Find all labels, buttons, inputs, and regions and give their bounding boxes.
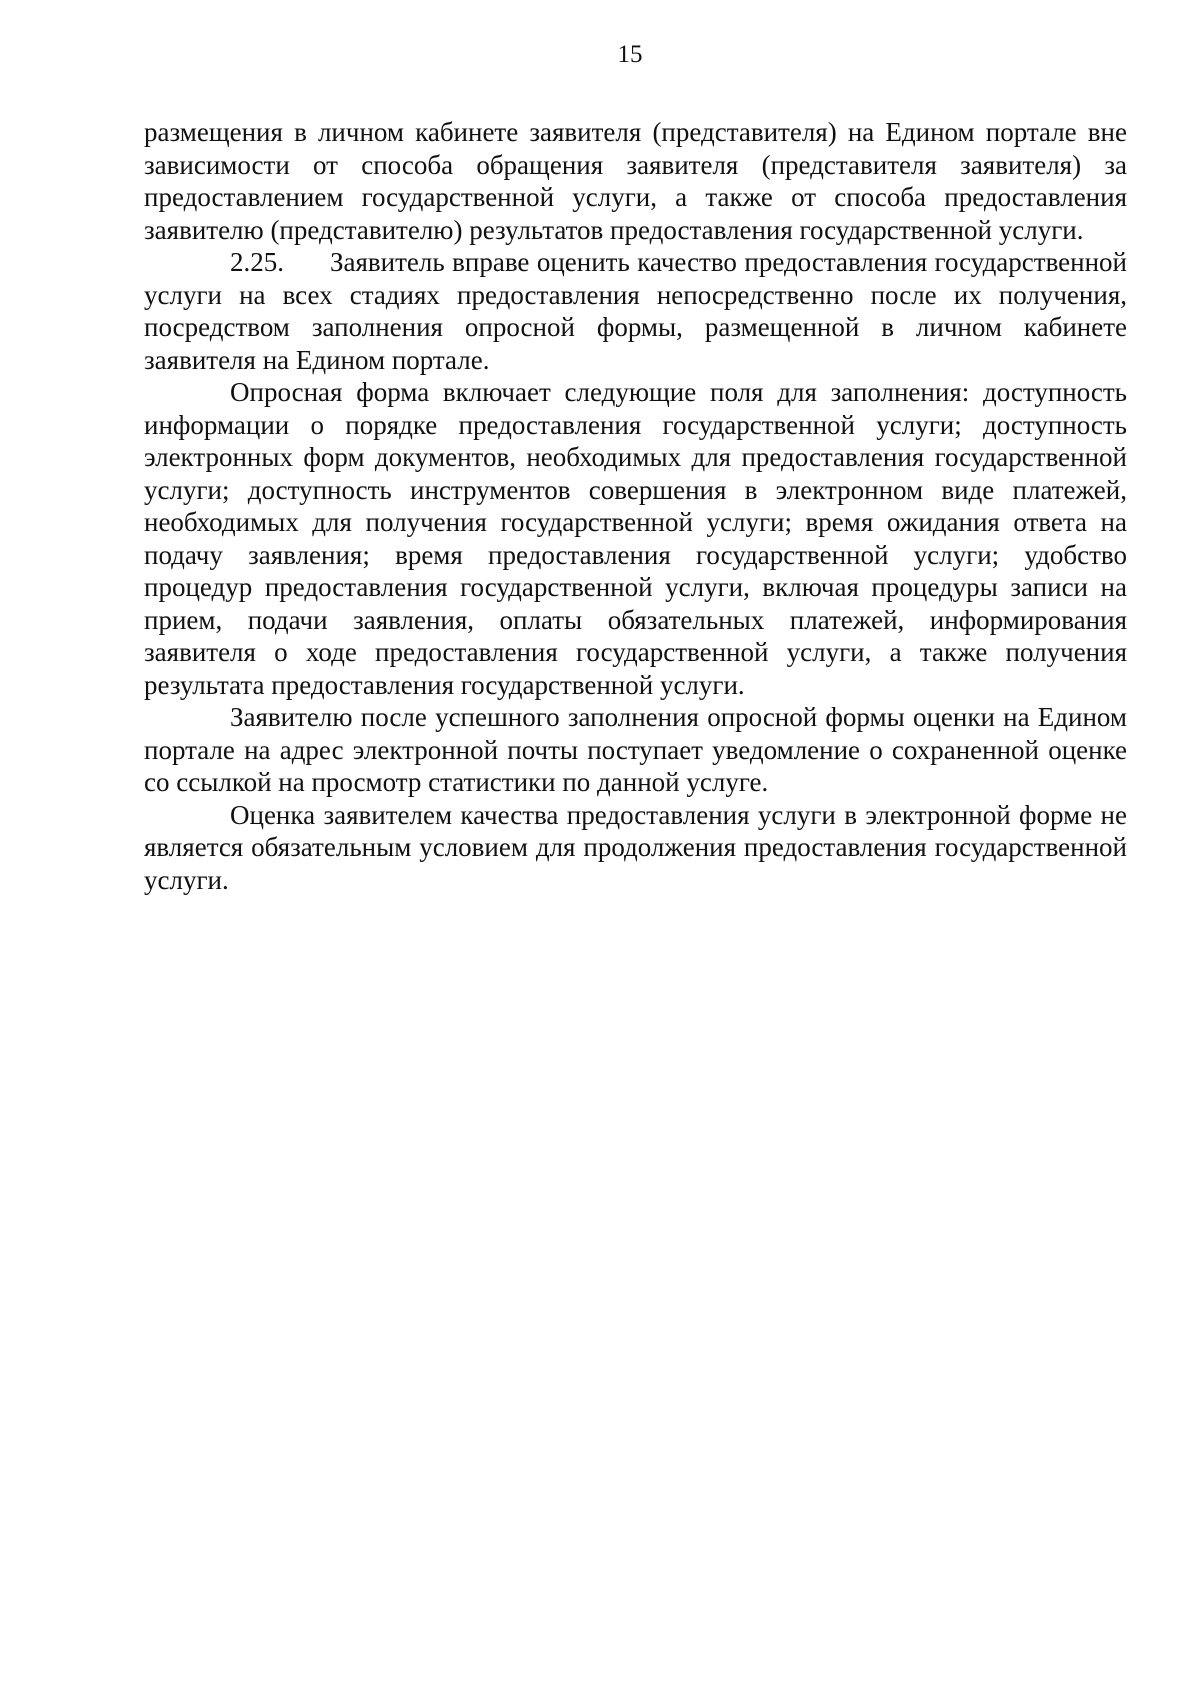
paragraph-notification: Заявителю после успешного заполнения опросной формы оценки на Едином портале на адрес электронной почты поступает уведомление о сохраненной оценке со ссылкой на просмотр статистики по данной услуге. [144, 702, 1127, 797]
paragraph-2-25 [144, 246, 1127, 376]
clause-number: 2.25. [230, 247, 284, 277]
document-body [144, 116, 1127, 896]
page-number: 15 [617, 41, 643, 68]
paragraph-survey-fields: Опросная форма включает следующие поля для заполнения: доступность информации о порядке предоставления государственной услуги; доступность электронных форм документов, необходимых для предоставления государственной услуги; доступность инструментов совершения в электронном виде платежей, необходимых для получения государственной услуги; время ожидания ответа на подачу заявления; время предоставления государственной услуги; удобство процедур предоставления государственной услуги, включая процедуры записи на прием, подачи заявления, оплаты обязательных платежей, информирования заявителя о ходе предоставления государственной услуги, а также получения результата предоставления государственной услуги. [144, 377, 1127, 700]
paragraph-continuation: размещения в личном кабинете заявителя (представителя) на Едином портале вне зависимости от способа обращения заявителя (представителя заявителя) за предоставлением государственной услуги, а также от способа предоставления заявителю (представителю) результатов предоставления государственной услуги. [144, 117, 1127, 245]
paragraph-optional-rating: Оценка заявителем качества предоставления услуги в электронной форме не является обязательным условием для продолжения предоставления государственной услуги. [144, 799, 1127, 895]
paragraph-2-25-text: Заявитель вправе оценить качество предоставления государственной услуги на всех стадиях предоставления непосредственно после их получения, посредством заполнения опросной формы, размещенной в личном кабинете заявителя на Едином портале. [144, 247, 1127, 375]
